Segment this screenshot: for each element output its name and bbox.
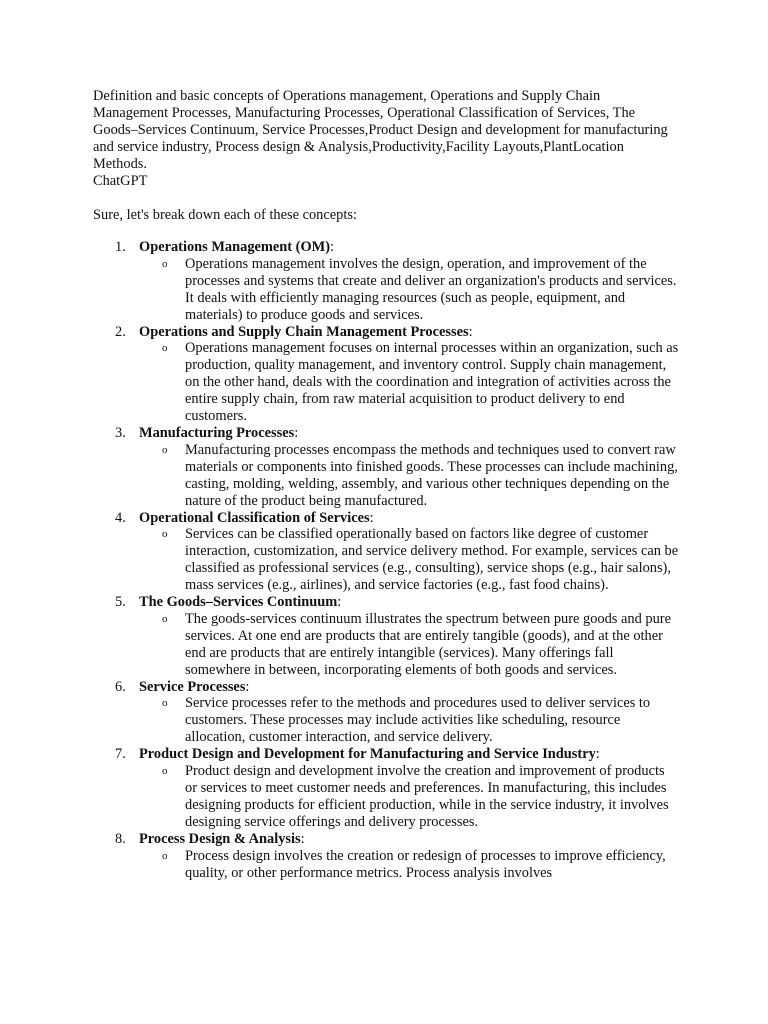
item-title-text: Operations and Supply Chain Management Processes <box>139 323 469 340</box>
sub-list <box>139 695 679 746</box>
sub-item-text: Product design and development involve the creation and improvement of products or services to meet customer needs and preferences. In manufacturing, this includes designing products for efficient production, while in the service industry, it involves designing service offerings and delivery processes. <box>185 763 669 830</box>
item-title-text: Process Design & Analysis <box>139 830 301 847</box>
sub-item-text: Process design involves the creation or redesign of processes to improve efficiency, quality, or other performance metrics. Process analysis involves <box>185 847 666 881</box>
lead-sentence: Sure, let's break down each of these concepts: <box>93 207 357 223</box>
item-title-colon: : <box>294 424 299 441</box>
item-title-text: Manufacturing Processes <box>139 424 295 441</box>
hollow-bullet-icon: o <box>162 612 168 625</box>
item-number: 8. <box>115 830 126 847</box>
sub-item-text: Operations management focuses on internal processes within an organization, such as production, quality management, and inventory control. Supply chain management, on the other hand, deals with the coordination and integration of activities across the entire supply chain, from raw material acquisition to product delivery to end customers. <box>185 340 679 425</box>
sub-list <box>139 256 679 324</box>
sub-item <box>139 340 679 425</box>
list-item <box>115 594 679 679</box>
sub-list <box>139 848 679 882</box>
list-item <box>115 830 679 882</box>
speaker-label: ChatGPT <box>93 172 148 189</box>
list-item <box>115 239 679 324</box>
item-title <box>139 746 679 763</box>
sub-list <box>139 442 679 510</box>
item-title-text: Product Design and Development for Manufacturing and Service Industry <box>139 746 596 763</box>
item-title-text: Service Processes <box>139 678 246 695</box>
item-title-colon: : <box>245 678 250 695</box>
sub-list <box>139 340 679 425</box>
sub-item <box>139 848 679 882</box>
list-item <box>115 424 679 510</box>
hollow-bullet-icon: o <box>162 342 168 355</box>
sub-list <box>139 763 679 831</box>
sub-item <box>139 526 679 594</box>
list-item <box>115 678 679 747</box>
user-prompt: Definition and basic concepts of Operations management, Operations and Supply Chain Management Processes, Manufacturing Processes, Operational Classification of Services, The Goods–Services Continuum, Service Processes,Product Design and development for manufacturing and service industry, Process design & Analysis,Productivity,Facility Layouts,PlantLocation Methods. <box>93 88 668 172</box>
item-title <box>139 594 679 611</box>
list-item <box>115 746 679 831</box>
list-item <box>115 509 679 595</box>
sub-item <box>139 256 679 324</box>
item-number: 5. <box>115 594 126 611</box>
item-title-colon: : <box>595 746 600 763</box>
sub-item <box>139 695 679 746</box>
hollow-bullet-icon: o <box>162 849 168 862</box>
sub-item-text: Operations management involves the design, operation, and improvement of the processes and systems that create and deliver an organization's products and services. It deals with efficiently managing resources (such as people, equipment, and materials) to produce goods and services. <box>185 255 677 323</box>
item-title <box>139 679 679 696</box>
hollow-bullet-icon: o <box>162 765 168 778</box>
item-title-text: The Goods–Services Continuum <box>139 594 338 611</box>
sub-item <box>139 442 679 510</box>
item-title-text: Operational Classification of Services <box>139 509 370 526</box>
sub-item-text: The goods-services continuum illustrates the spectrum between pure goods and pure services. At one end are products that are entirely tangible (goods), and at the other end are products that are entirely intangible (services). Many offerings fall somewhere in between, incorporating elements of both goods and services. <box>185 610 671 678</box>
hollow-bullet-icon: o <box>162 697 168 710</box>
item-title <box>139 239 679 256</box>
item-title <box>139 425 679 442</box>
item-title <box>139 324 679 341</box>
hollow-bullet-icon: o <box>162 443 168 456</box>
concept-list <box>115 239 679 881</box>
sub-item-text: Services can be classified operationally based on factors like degree of customer interaction, customization, and service delivery method. For example, services can be classified as professional services (e.g., consulting), service shops (e.g., hair salons), mass services (e.g., airlines), and service factories (e.g., fast food chains). <box>185 526 679 594</box>
item-number: 1. <box>115 239 126 255</box>
item-number: 6. <box>115 678 126 695</box>
hollow-bullet-icon: o <box>162 257 168 270</box>
sub-item-text: Service processes refer to the methods and procedures used to deliver services to customers. These processes may include activities like scheduling, resource allocation, customer interaction, and service delivery. <box>185 695 651 746</box>
sub-item-text: Manufacturing processes encompass the methods and techniques used to convert raw materials or components into finished goods. These processes can include machining, casting, molding, welding, assembly, and various other techniques depending on the nature of the product being manufactured. <box>185 441 678 509</box>
item-title-text: Operations Management (OM) <box>139 239 331 255</box>
sub-list <box>139 611 679 679</box>
item-number: 3. <box>115 424 126 441</box>
item-title-colon: : <box>369 509 374 526</box>
item-title-colon: : <box>468 323 473 340</box>
hollow-bullet-icon: o <box>162 528 168 541</box>
item-title-colon: : <box>330 239 335 255</box>
item-title-colon: : <box>337 594 342 611</box>
list-item <box>115 323 679 425</box>
item-number: 7. <box>115 746 126 763</box>
sub-item <box>139 763 679 831</box>
item-number: 2. <box>115 323 126 340</box>
intro-block <box>93 88 673 189</box>
sub-list <box>139 526 679 594</box>
item-number: 4. <box>115 509 126 526</box>
item-title <box>139 510 679 527</box>
sub-item <box>139 611 679 679</box>
item-title-colon: : <box>300 830 305 847</box>
item-title <box>139 831 679 848</box>
